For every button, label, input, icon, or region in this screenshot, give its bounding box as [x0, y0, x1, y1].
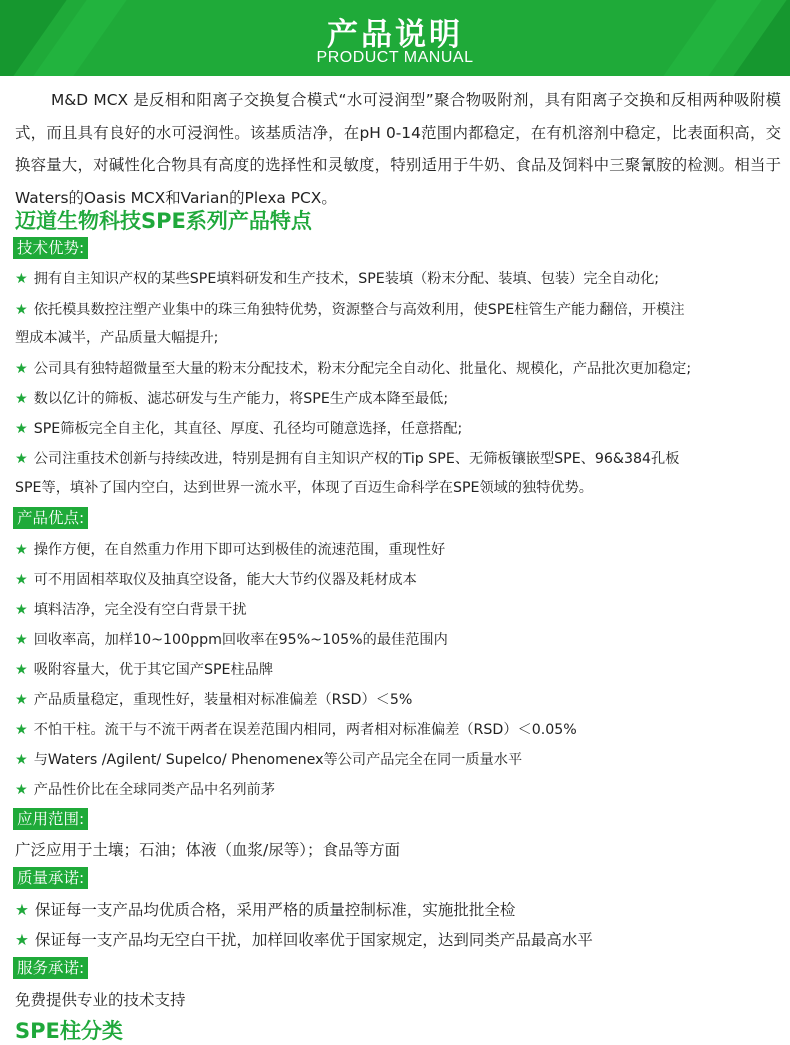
tech-item-text: 依托模具数控注塑产业集中的珠三角独特优势，资源整合与高效利用，使SPE柱管生产能力翻倍，开模注 — [33, 302, 685, 318]
tech-advantage-tag: 技术优势: — [13, 237, 88, 259]
advantage-item-text: 与Waters /Agilent/ Supelco/ Phenomenex等公司产品完全在同一质量水平 — [33, 752, 523, 768]
advantage-item-text: 填料洁净，完全没有空白背景干扰 — [33, 602, 247, 618]
star-icon: ★ — [15, 391, 28, 407]
advantage-item — [15, 629, 781, 649]
star-icon: ★ — [15, 361, 28, 377]
advantage-item-text: 吸附容量大，优于其它国产SPE柱品牌 — [33, 662, 274, 678]
star-icon: ★ — [15, 302, 28, 318]
advantage-item-text: 不怕干柱。流干与不流干两者在误差范围内相同，两者相对标准偏差（RSD）＜0.05% — [33, 722, 577, 738]
service-promise-tag: 服务承诺: — [13, 957, 88, 979]
page-subtitle: PRODUCT MANUAL — [316, 49, 474, 66]
advantage-item-text: 产品质量稳定，重现性好，装量相对标准偏差（RSD）＜5% — [33, 692, 413, 708]
section-title: 迈道生物科技SPE系列产品特点 — [15, 209, 312, 233]
tech-item-continuation: SPE等，填补了国内空白，达到世界一流水平，体现了百迈生命科学在SPE领域的独特优势。 — [15, 480, 593, 496]
tech-item-text: 拥有自主知识产权的某些SPE填料研发和生产技术，SPE装填（粉末分配、装填、包装）完全自动化; — [33, 271, 660, 287]
tech-item — [15, 388, 781, 408]
star-icon: ★ — [15, 451, 28, 467]
service-text: 免费提供专业的技术支持 — [15, 991, 186, 1009]
tech-item-text: 数以亿计的筛板、滤芯研发与生产能力，将SPE生产成本降至最低; — [33, 391, 449, 407]
tech-item — [15, 299, 781, 319]
star-icon: ★ — [15, 421, 28, 437]
advantage-item — [15, 539, 781, 559]
advantage-item — [15, 719, 781, 739]
tech-item-continuation: 塑成本减半，产品质量大幅提升; — [15, 330, 219, 346]
intro-paragraph: M&D MCX 是反相和阳离子交换复合模式“水可浸润型”聚合物吸附剂，具有阳离子交换和反相两种吸附模式，而且具有良好的水可浸润性。该基质洁净，在pH 0-14范围内都稳定，在有机溶剂中稳定，比表面积高，交换容量大，对碱性化合物具有高度的选择性和灵敏度，特别适用于牛奶、食品及饲料中三聚氰胺的检测。相当于Waters的Oasis MCX和Varian的Plexa PCX。 — [15, 91, 781, 207]
advantage-item-text: 产品性价比在全球同类产品中名列前茅 — [33, 782, 275, 798]
star-icon: ★ — [15, 572, 28, 588]
tech-item — [15, 268, 781, 288]
header-banner — [0, 0, 790, 76]
tech-item-text: 公司注重技术创新与持续改进，特别是拥有自主知识产权的Tip SPE、无筛板镶嵌型SPE、96&384孔板 — [33, 451, 680, 467]
tech-item-text: SPE筛板完全自主化，其直径、厚度、孔径均可随意选择，任意搭配; — [33, 421, 463, 437]
quality-promise-tag: 质量承诺: — [13, 867, 88, 889]
star-icon: ★ — [15, 542, 28, 558]
star-icon: ★ — [15, 692, 28, 708]
star-icon: ★ — [15, 662, 28, 678]
advantage-item — [15, 569, 781, 589]
tech-item — [15, 448, 781, 468]
quality-item — [15, 898, 781, 920]
tech-item — [15, 358, 781, 378]
application-text: 广泛应用于土壤；石油；体液（血浆/尿等）；食品等方面 — [15, 841, 400, 859]
advantage-item-text: 回收率高，加样10~100ppm回收率在95%~105%的最佳范围内 — [33, 632, 448, 648]
advantage-item — [15, 689, 781, 709]
application-scope-tag: 应用范围: — [13, 808, 88, 830]
star-icon: ★ — [15, 271, 28, 287]
star-icon: ★ — [15, 722, 28, 738]
quality-item — [15, 928, 781, 950]
page-title: 产品说明 — [327, 17, 463, 53]
quality-item-text: 保证每一支产品均无空白干扰，加样回收率优于国家规定，达到同类产品最高水平 — [34, 931, 593, 949]
advantage-item-text: 操作方便，在自然重力作用下即可达到极佳的流速范围，重现性好 — [33, 542, 446, 558]
advantage-item — [15, 599, 781, 619]
product-advantage-tag: 产品优点: — [13, 507, 88, 529]
advantage-item — [15, 659, 781, 679]
star-icon: ★ — [15, 901, 29, 919]
star-icon: ★ — [15, 931, 29, 949]
tech-item — [15, 418, 781, 438]
advantage-item — [15, 779, 781, 799]
tech-item-text: 公司具有独特超微量至大量的粉末分配技术，粉末分配完全自动化、批量化、规模化，产品批次更加稳定; — [33, 361, 692, 377]
classification-title: SPE柱分类 — [15, 1019, 123, 1043]
star-icon: ★ — [15, 632, 28, 648]
advantage-item-text: 可不用固相萃取仪及抽真空设备，能大大节约仪器及耗材成本 — [33, 572, 417, 588]
quality-item-text: 保证每一支产品均优质合格，采用严格的质量控制标准，实施批批全检 — [34, 901, 516, 919]
star-icon: ★ — [15, 782, 28, 798]
star-icon: ★ — [15, 752, 28, 768]
star-icon: ★ — [15, 602, 28, 618]
advantage-item — [15, 749, 781, 769]
